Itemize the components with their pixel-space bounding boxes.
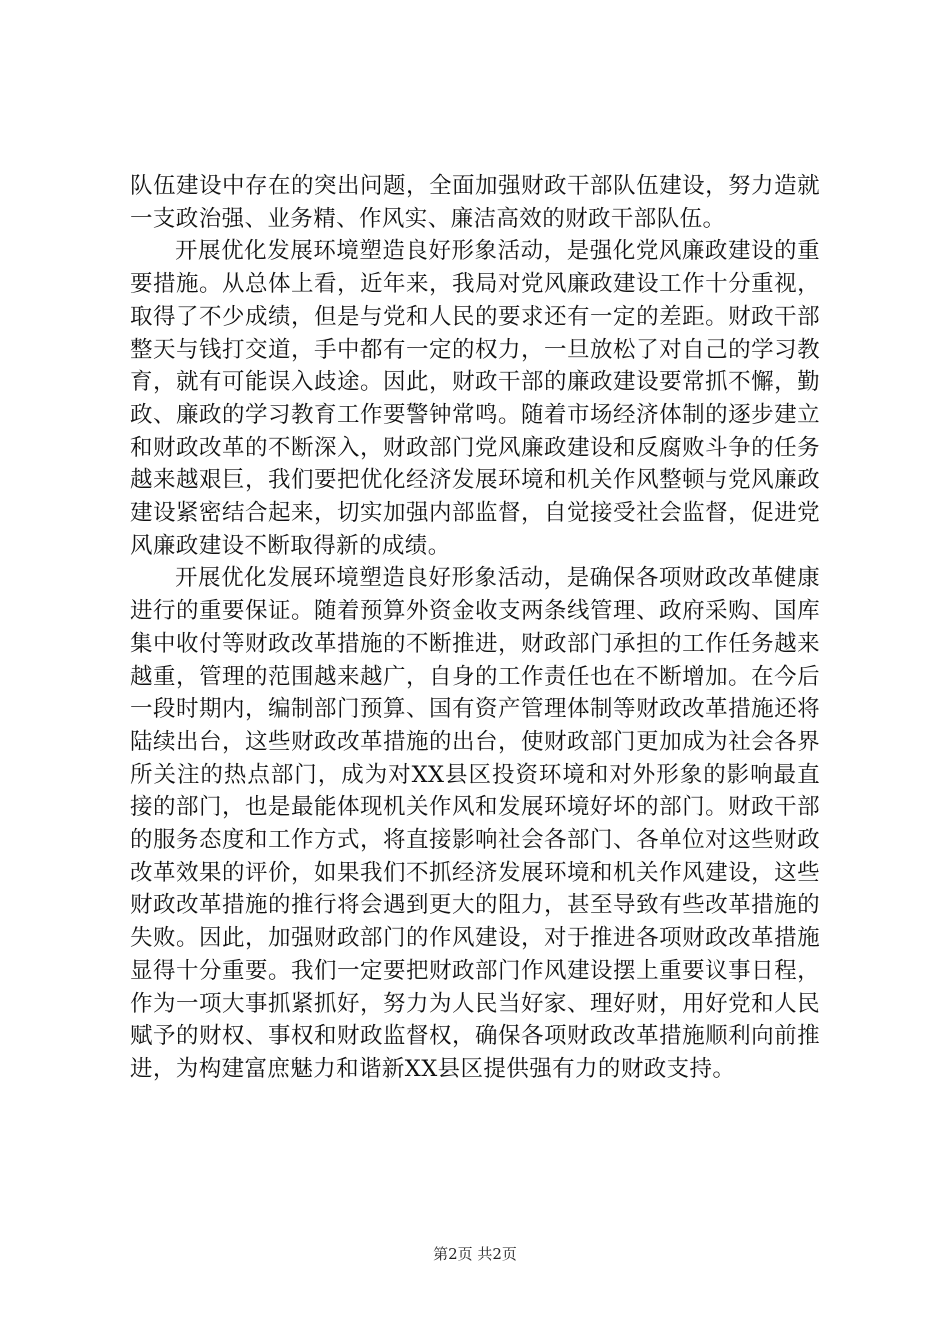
page-number-footer: 第2页 共2页 [433,1245,517,1263]
paragraph-integrity-building: 开展优化发展环境塑造良好形象活动，是强化党风廉政建设的重要措施。从总体上看，近年来，我局对党风廉政建设工作十分重视，取得了不少成绩，但是与党和人民的要求还有一定的差距。财政干部整天与钱打交道，手中都有一定的权力，一旦放松了对自己的学习教育，就有可能误入歧途。因此，财政干部的廉政建设要常抓不懈，勤政、廉政的学习教育工作要警钟常鸣。随着市场经济体制的逐步建立和财政改革的不断深入，财政部门党风廉政建设和反腐败斗争的任务越来越艰巨，我们要把优化经济发展环境和机关作风整顿与党风廉政建设紧密结合起来，切实加强内部监督，自觉接受社会监督，促进党风廉政建设不断取得新的成绩。 [130,238,820,559]
paragraph-fiscal-reform: 开展优化发展环境塑造良好形象活动，是确保各项财政改革健康进行的重要保证。随着预算外资金收支两条线管理、政府采购、国库集中收付等财政改革措施的不断推进，财政部门承担的工作任务越来越重，管理的范围越来越广，自身的工作责任也在不断增加。在今后一段时期内，编制部门预算、国有资产管理体制等财政改革措施还将陆续出台，这些财政改革措施的出台，使财政部门更加成为社会各界所关注的热点部门，成为对XX县区投资环境和对外形象的影响最直接的部门，也是最能体现机关作风和发展环境好坏的部门。财政干部的服务态度和工作方式，将直接影响社会各部门、各单位对这些财政改革效果的评价，如果我们不抓经济发展环境和机关作风建设，这些财政改革措施的推行将会遇到更大的阻力，甚至导致有些改革措施的失败。因此，加强财政部门的作风建设，对于推进各项财政改革措施显得十分重要。我们一定要把财政部门作风建设摆上重要议事日程，作为一项大事抓紧抓好，努力为人民当好家、理好财，用好党和人民赋予的财权、事权和财政监督权，确保各项财政改革措施顺利向前推进，为构建富庶魅力和谐新XX县区提供强有力的财政支持。 [130,565,820,1082]
paragraph-continuation: 队伍建设中存在的突出问题，全面加强财政干部队伍建设，努力造就一支政治强、业务精、作风实、廉洁高效的财政干部队伍。 [130,173,820,232]
document-body [130,170,820,1086]
